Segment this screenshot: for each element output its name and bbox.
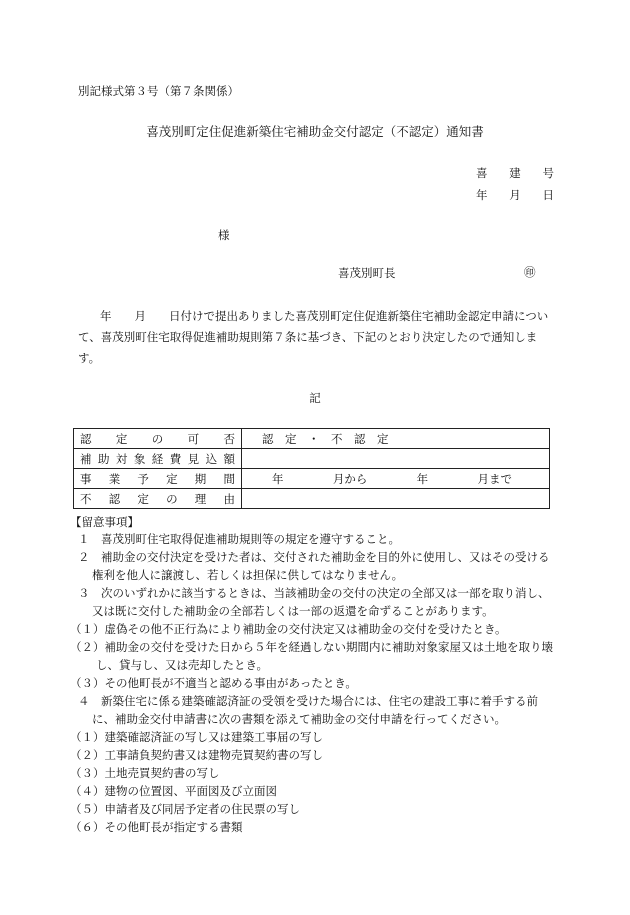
label-char: 由 (223, 491, 235, 506)
label-char: 対 (115, 451, 128, 466)
label-char: 費 (169, 451, 182, 466)
label-char: 経 (151, 451, 164, 466)
seal-mark: ㊞ (524, 265, 536, 279)
date-year: 年 (476, 188, 488, 202)
label-char: 補 (80, 451, 92, 466)
note-item: ４ 新築住宅に係る建築確認済証の受領を受けた場合には、住宅の建設工事に着手する前に、補助金交付申請書に次の書類を添えて補助金の交付申請を行ってください。 (78, 694, 538, 726)
note-sub-item: （２）工事請負契約書又は建物売買契約書の写し (70, 748, 323, 762)
period-end-year: 年 (416, 471, 429, 486)
document-title: 喜茂別町定住促進新築住宅補助金交付認定（不認定）通知書 (146, 124, 484, 139)
note-item: ２ 補助金の交付決定を受けた者は、交付された補助金を目的外に使用し、又はその受ける権利を他人に譲渡し、若しくは担保に供してはなりません。 (78, 550, 550, 582)
table-row (74, 469, 550, 489)
label-char: 事 (80, 471, 92, 486)
issuer-name: 喜茂別町長 (338, 266, 396, 280)
reference-number-line (476, 168, 554, 180)
label-char: の (166, 491, 178, 506)
label-char: 定 (166, 471, 178, 486)
date-line (476, 190, 554, 202)
label-char: 定 (115, 431, 128, 446)
reference-suffix: 号 (542, 166, 554, 180)
row-label-estimated-cost (74, 449, 242, 469)
reference-mid: 建 (509, 166, 521, 180)
label-char: 助 (97, 451, 110, 466)
table-row (74, 449, 550, 469)
label-char: 可 (187, 431, 200, 446)
notes-list (70, 530, 558, 836)
body-text: 年 月 日付けで提出ありました喜茂別町定住促進新築住宅補助金認定申請について、喜茂別町住宅取得促進補助規則第７条に基づき、下記のとおり決定したので通知します。 (78, 309, 549, 365)
label-char: 間 (223, 471, 235, 486)
note-sub-item: （６）その他町長が指定する書類 (70, 820, 243, 834)
label-char: 理 (194, 491, 207, 506)
period-end-month: 月まで (477, 471, 512, 486)
label-char: 認 (108, 491, 121, 506)
label-char: 定 (137, 491, 149, 506)
row-label-approval (74, 429, 242, 449)
period-start-year: 年 (272, 471, 284, 486)
label-char: 込 (205, 451, 218, 466)
label-char: 見 (187, 451, 200, 466)
note-item: ３ 次のいずれかに該当するときは、当該補助金の交付の決定の全部又は一部を取り消し、又は既に交付した補助金の全部若しくは一部の返還を命ずることがあります。 (78, 586, 550, 618)
table-row (74, 489, 550, 509)
reference-prefix: 喜 (476, 166, 488, 180)
note-sub-item: （２）補助金の交付を受けた日から５年を経過しない期間内に補助対象家屋又は土地を取り壊し、貸与し、又は売却したとき。 (70, 640, 553, 672)
date-day: 日 (542, 188, 554, 202)
note-sub-item: （４）建物の位置図、平面図及び立面図 (70, 784, 277, 798)
approval-value: 認 定 ・ 不 認 定 (242, 429, 550, 449)
label-char: 否 (223, 431, 235, 446)
label-char: 業 (108, 471, 121, 486)
note-item: １ 喜茂別町住宅取得促進補助規則等の規定を遵守すること。 (78, 532, 400, 546)
form-number: 別記様式第３号（第７条関係） (78, 84, 239, 98)
project-period-value (242, 469, 550, 489)
label-char: 期 (194, 471, 207, 486)
decision-table (73, 428, 550, 509)
row-label-project-period (74, 469, 242, 489)
date-month: 月 (509, 188, 521, 202)
label-char: 額 (223, 451, 235, 466)
label-char: 予 (137, 471, 149, 486)
label-char: 認 (80, 431, 92, 446)
label-char: 不 (80, 491, 92, 506)
notes-heading: 【留意事項】 (70, 515, 139, 529)
ki-heading: 記 (309, 391, 321, 405)
label-char: の (151, 431, 164, 446)
note-sub-item: （１）建築確認済証の写し又は建築工事届の写し (70, 730, 323, 744)
estimated-cost-value (242, 449, 550, 469)
label-char: 象 (133, 451, 146, 466)
rejection-reason-value (242, 489, 550, 509)
note-sub-item: （５）申請者及び同居予定者の住民票の写し (70, 802, 300, 816)
period-start-month: 月から (332, 471, 368, 486)
recipient-honorific: 様 (218, 228, 230, 242)
row-label-rejection-reason (74, 489, 242, 509)
note-sub-item: （３）土地売買契約書の写し (70, 766, 220, 780)
table-row (74, 429, 550, 449)
note-sub-item: （１）虚偽その他不正行為により補助金の交付決定又は補助金の交付を受けたとき。 (70, 622, 507, 636)
note-sub-item: （３）その他町長が不適当と認める事由があったとき。 (70, 676, 357, 690)
